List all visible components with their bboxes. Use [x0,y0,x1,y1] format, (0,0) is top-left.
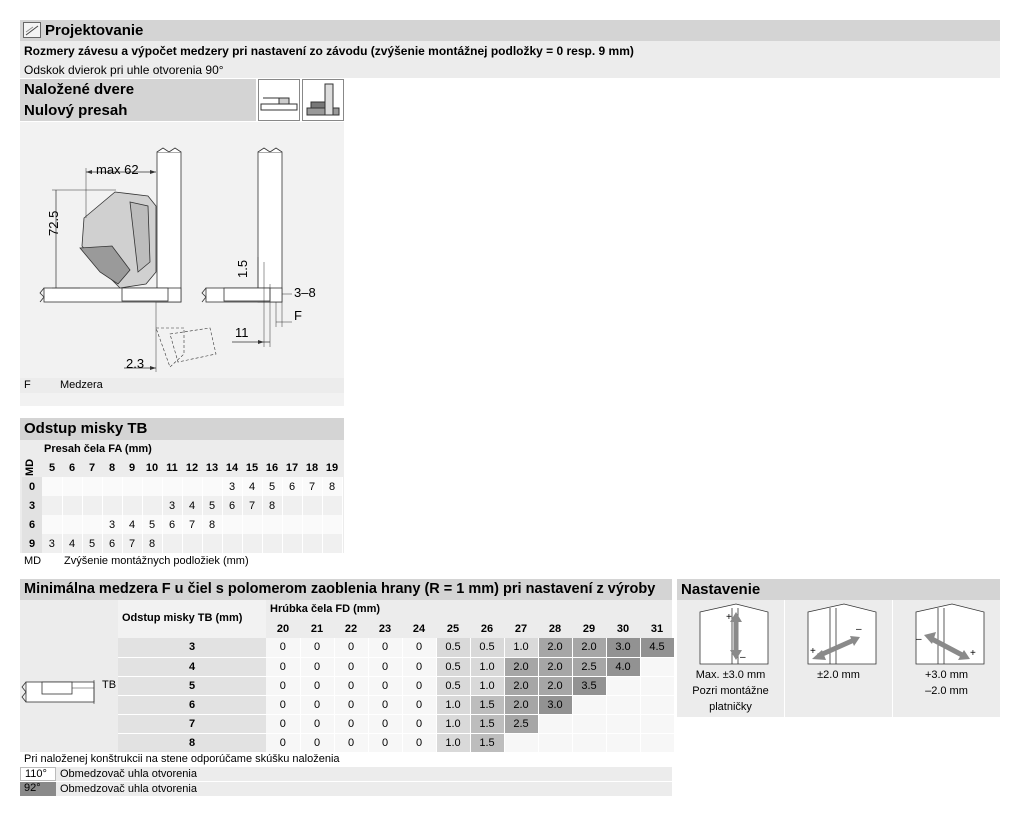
svg-text:+: + [810,646,816,657]
tb-row-md: 3 [22,496,42,515]
tb-cell [162,534,182,553]
mg-cell: 0 [334,676,368,695]
tb-cell [82,515,102,534]
tb-cell [142,496,162,515]
tb-cell: 8 [142,534,162,553]
adjust-side-icon [800,602,880,666]
subtitle: Rozmery závesu a výpočet medzery pri nastavení zo závodu (zvýšenie montážnej podložky = 0 resp. 9 mm) [24,44,634,58]
door-type-line2: Nulový presah [24,102,128,119]
mg-cell [640,733,674,752]
mg-row [118,676,674,695]
tb-cell: 3 [162,496,182,515]
mg-cell: 0 [402,638,436,657]
nast-c3-line1: +3.0 mm [924,669,969,681]
tb-cell: 5 [142,515,162,534]
mg-cell: 1.0 [436,733,470,752]
nast-title: Nastavenie [681,581,761,598]
tb-cell [162,477,182,496]
tb-cell: 5 [82,534,102,553]
mg-cell: 2.0 [538,657,572,676]
md-legend-label: Zvýšenie montážnych podložiek (mm) [64,555,249,567]
tb-cell: 5 [202,496,222,515]
tb-cell [82,477,102,496]
mg-cell: 2.0 [504,657,538,676]
tb-cell: 7 [122,534,142,553]
mg-cell: 3.0 [538,695,572,714]
dim-725: 72.5 [46,210,61,236]
mg-cell [538,714,572,733]
mg-cell: 0.5 [436,657,470,676]
mg-cell: 2.0 [538,638,572,657]
tb-cell [62,496,82,515]
mg-cell: 0 [402,695,436,714]
hinge-icon [258,79,300,121]
tb-fa-header: Presah čela FA (mm) [44,443,152,455]
tb-cell: 7 [302,477,322,496]
mg-cell [504,733,538,752]
dim-23: 2.3 [126,356,145,371]
mg-cell: 2.0 [572,638,606,657]
mg-title: Minimálna medzera F u čiel s polomerom zaoblenia hrany (R = 1 mm) pri nastavení z výroby [24,581,656,597]
tb-col: 18 [305,461,319,474]
tb-cell: 6 [222,496,242,515]
page-header [20,20,1000,41]
tb-col: 14 [225,461,239,474]
mg-cell [572,733,606,752]
legend-f-label: Medzera [60,379,103,391]
dim-38: 3–8 [294,285,316,300]
mg-note: Pri naloženej konštrukcii na stene odporúčame skúšku naloženia [24,753,340,765]
nast-c3-line2: –2.0 mm [925,685,968,697]
tb-cell [42,515,62,534]
tb-cell [302,534,322,553]
svg-text:+: + [726,612,732,623]
mg-cell: 4.0 [606,657,640,676]
mg-col: 20 [276,622,290,635]
tb-col: 12 [185,461,199,474]
tb-cell: 4 [62,534,82,553]
dim-15: 1.5 [235,259,250,278]
mg-cell: 0 [266,657,300,676]
tb-cell: 8 [202,515,222,534]
mg-cell: 0 [266,733,300,752]
tb-cell: 4 [242,477,262,496]
tb-col: 11 [166,461,178,474]
tb-cell [62,477,82,496]
tb-cell [302,496,322,515]
tb-col: 19 [325,461,339,474]
mg-row-tb: 8 [118,733,266,752]
mg-cell: 0 [334,695,368,714]
tb-row-md: 6 [22,515,42,534]
legend-f-key: F [24,379,31,391]
mg-cell: 0 [266,695,300,714]
mg-cell: 4.5 [640,638,674,657]
tb-col: 13 [205,461,219,474]
tb-md-label: MD [24,458,36,476]
md-legend-key: MD [24,555,42,567]
adjust-height-icon [692,602,772,666]
mg-cell: 1.0 [436,695,470,714]
mg-row [118,638,674,657]
mg-row-tb: 4 [118,657,266,676]
tb-cell: 5 [262,477,282,496]
mg-cell: 0 [334,657,368,676]
tb-row [22,477,342,496]
mg-col: 27 [514,622,528,635]
dim-11: 11 [235,325,249,340]
tb-cell [322,515,342,534]
mg-row-tb: 5 [118,676,266,695]
mg-cell: 1.5 [470,714,504,733]
mg-table [118,619,675,753]
nast-c1-line3: platničky [709,701,752,713]
mg-cell: 0.5 [436,676,470,695]
mg-cell: 0 [402,714,436,733]
mg-col: 25 [446,622,460,635]
tb-cell [262,515,282,534]
overlay-door-icon [302,79,344,121]
tb-cell: 7 [242,496,262,515]
tb-cell: 3 [102,515,122,534]
mg-cell [640,714,674,733]
tb-col: 9 [128,461,136,474]
nast-divider-1 [784,600,785,717]
mg-rowhead: Odstup misky TB (mm) [122,612,243,624]
tb-cell: 3 [42,534,62,553]
svg-text:–: – [916,634,922,645]
mg-col: 21 [310,622,324,635]
lim110-label: Obmedzovač uhla otvorenia [60,768,197,780]
tb-col: 7 [88,461,96,474]
mg-cell: 0.5 [470,638,504,657]
tb-profile-label: TB [102,679,117,691]
tb-cell [182,477,202,496]
mg-cell: 0 [300,676,334,695]
mg-row-tb: 6 [118,695,266,714]
tb-cell [322,534,342,553]
mg-cell [538,733,572,752]
mg-cell: 0 [368,714,402,733]
tb-row-md: 0 [22,477,42,496]
tb-cell [282,534,302,553]
mg-cell: 0 [300,695,334,714]
mg-cell: 0 [266,714,300,733]
mg-row-tb: 3 [118,638,266,657]
tb-cell: 6 [282,477,302,496]
mg-cell [606,676,640,695]
mg-col: 26 [480,622,494,635]
tb-col: 15 [245,461,259,474]
tb-cell: 4 [122,515,142,534]
lim92-label: Obmedzovač uhla otvorenia [60,783,197,795]
mg-cell: 0 [368,676,402,695]
mg-cell: 0 [368,638,402,657]
mg-col: 30 [616,622,630,635]
mg-cell: 2.0 [504,695,538,714]
mg-col: 23 [378,622,392,635]
mg-cell: 0 [368,733,402,752]
tb-cell: 6 [162,515,182,534]
adjust-depth-icon [908,602,988,666]
page-title: Projektovanie [45,22,144,39]
mg-cell: 3.5 [572,676,606,695]
mg-cell [572,714,606,733]
tb-row [22,534,342,553]
mg-col: 28 [548,622,562,635]
tb-cell [122,496,142,515]
mg-cell: 2.5 [504,714,538,733]
tb-cell [42,477,62,496]
mg-cell [640,657,674,676]
mg-row [118,714,674,733]
tb-col: 17 [285,461,299,474]
mg-cell: 1.5 [470,733,504,752]
tb-cell [102,477,122,496]
tb-col: 8 [108,461,116,474]
pen-icon [23,22,41,38]
mg-cell: 1.0 [470,676,504,695]
tb-cell [322,496,342,515]
mg-fd-header: Hrúbka čela FD (mm) [270,603,381,615]
subtitle-note: Odskok dvierok pri uhle otvorenia 90° [24,63,224,77]
mg-cell: 1.0 [470,657,504,676]
mg-cell [640,695,674,714]
mg-col: 29 [582,622,596,635]
tb-cell [62,515,82,534]
lim110-key: 110° [20,767,56,781]
tb-cell [282,496,302,515]
tb-cell [122,477,142,496]
tb-cell [102,496,122,515]
mg-cell: 0 [334,638,368,657]
mg-cell: 0 [300,638,334,657]
tb-table [22,458,343,553]
mg-row-tb: 7 [118,714,266,733]
tb-cell: 3 [222,477,242,496]
dim-f: F [294,308,302,323]
mg-cell: 2.0 [504,676,538,695]
tb-cell [182,534,202,553]
tb-title: Odstup misky TB [24,420,148,437]
door-type-line1: Naložené dvere [24,81,135,98]
tb-cell [42,496,62,515]
mg-cell: 0 [402,733,436,752]
nast-divider-2 [892,600,893,717]
svg-text:–: – [856,624,862,635]
tb-cell [222,534,242,553]
mg-cell: 1.5 [470,695,504,714]
mg-cell [572,695,606,714]
tb-cell [242,515,262,534]
mg-cell: 0 [300,714,334,733]
tb-cell [202,534,222,553]
legend-f-spacer [20,393,344,406]
tb-cell [82,496,102,515]
mg-cell: 0 [266,676,300,695]
dim-max62: max 62 [96,162,139,177]
hinge-drawing [20,122,344,378]
mg-col: 22 [344,622,358,635]
nast-c1-line1: Max. ±3.0 mm [695,669,766,681]
tb-cell [202,477,222,496]
nast-c2: ±2.0 mm [817,669,860,681]
tb-cell [242,534,262,553]
mg-row [118,733,674,752]
tb-row-md: 9 [22,534,42,553]
tb-cell: 8 [262,496,282,515]
mg-cell: 0 [300,733,334,752]
mg-cell [606,714,640,733]
mg-cell [606,695,640,714]
mg-cell: 0 [300,657,334,676]
mg-cell: 0 [402,676,436,695]
mg-cell: 0 [402,657,436,676]
tb-cell: 6 [102,534,122,553]
mg-cell: 0 [334,714,368,733]
tb-cell: 8 [322,477,342,496]
tb-cell [282,515,302,534]
mg-row [118,657,674,676]
lim92-key: 92° [20,782,56,796]
mg-cell: 0 [334,733,368,752]
mg-col: 24 [412,622,426,635]
mg-cell: 1.0 [504,638,538,657]
mg-cell [606,733,640,752]
mg-col: 31 [650,622,664,635]
mg-cell: 0 [368,657,402,676]
nast-c1-line2: Pozri montážne [692,685,769,697]
tb-col: 16 [265,461,279,474]
mg-cell: 2.0 [538,676,572,695]
mg-cell [640,676,674,695]
tb-col: 10 [145,461,159,474]
mg-cell: 0 [368,695,402,714]
tb-row [22,515,342,534]
tb-cell: 4 [182,496,202,515]
tb-row [22,496,342,515]
tb-col: 6 [68,461,76,474]
svg-text:+: + [970,648,976,659]
tb-cell: 7 [182,515,202,534]
tb-cell [222,515,242,534]
svg-text:–: – [740,652,746,663]
tb-col: 5 [48,461,56,474]
tb-cell [262,534,282,553]
mg-row [118,695,674,714]
mg-cell: 0 [266,638,300,657]
mg-cell: 1.0 [436,714,470,733]
mg-cell: 2.5 [572,657,606,676]
tb-cell [142,477,162,496]
mg-cell: 0.5 [436,638,470,657]
mg-cell: 3.0 [606,638,640,657]
tb-cell [302,515,322,534]
